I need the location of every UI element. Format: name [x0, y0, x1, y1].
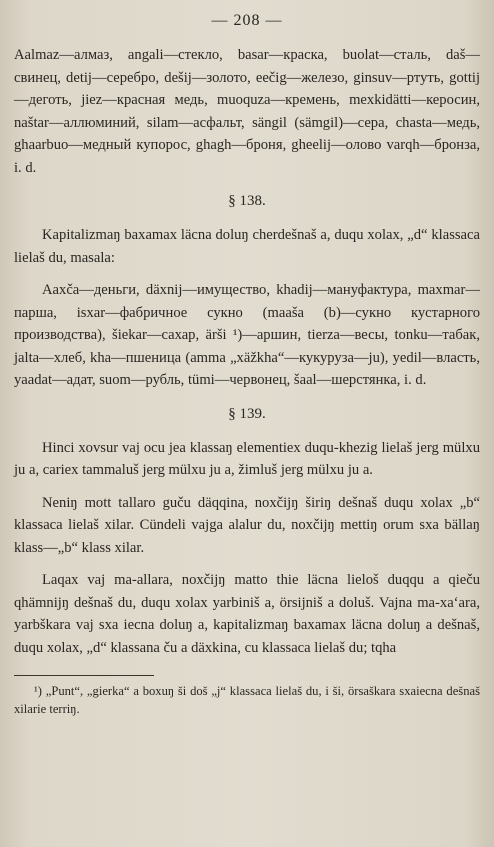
paragraph: Laqax vaj ma-allara, noxčijŋ matto thie läcna lieloš duqqu a qieču qhämnijŋ dešnaš du, duqu xolax yarbiniš a, örsijniš a doluš. Vajna ma-xa‘ara, yarbškara vaj sxa iecna doluŋ a, kapitalizmaŋ baxamax läcna doluŋ a dešnaš, duqu xolax, „d“ klassana ču a däxkina, cu klassaca lielaš du; tqha	[14, 572, 480, 656]
paragraph: Kapitalizmaŋ baxamax läcna doluŋ cherdešnaš a, duqu xolax, „d“ klassaca lielaš du, masala:	[14, 227, 480, 266]
footnote: ¹) „Punt“, „gierka“ a boxuŋ ši doš „j“ klassaca lielaš du, i ši, örsaškara sxaiecna dešnaš xilarie terriŋ.	[14, 684, 480, 716]
section-heading-139: § 139.	[228, 405, 266, 422]
paragraph: Neniŋ mott tallaro guču däqqina, noxčijŋ širiŋ dešnaš duqu xolax „b“ klassaca lielaš xilar. Cündeli vajga alalur du, noxčijŋ mettiŋ orum sxa bällaŋ klass—„b“ klass xilar.	[14, 494, 480, 556]
page-number: — 208 —	[211, 12, 283, 29]
footnote-divider	[14, 675, 154, 676]
paragraph: Aalmaz—алмаз, angali—стекло, basar—краска, buolat—сталь, daš—свинец, detij—серебро, dešij—золото, eečig—железо, ginsuv—ртуть, gottij—деготь, jiez—красная медь, muoquza—кремень, mexkidätti—керосин, naštar—аллюминий, silam—асфальт, sängil (sämgil)—сера, chasta—медь, ghaarbuo—медный купорос, ghagh—броня, gheelij—олово varqh—бронза, i. d.	[14, 47, 480, 176]
paragraph: Aaxča—деньги, däxnij—имущество, khadij—мануфактура, maxmar—парша, isxar—фабричное сукно (maaša (b)—сукно кустарного производства), šiekar—сахар, ärši ¹)—аршин, tierza—весы, tonku—табак, jalta—хлеб, kha—пшеница (amma „xäžkha“—кукуруза—ju), yedil—власть, yaadat—адат, suom—рубль, tümi—червонец, šaal—шерстянка, i. d.	[14, 282, 480, 388]
section-heading-138: § 138.	[228, 193, 266, 209]
paragraph: Hinci xovsur vaj ocu jea klassaŋ elementiex duqu-khezig lielaš jerg mülxu ju a, cariex tammaluš jerg mülxu ju a, žimluš jerg mülxu ju a.	[14, 439, 480, 478]
